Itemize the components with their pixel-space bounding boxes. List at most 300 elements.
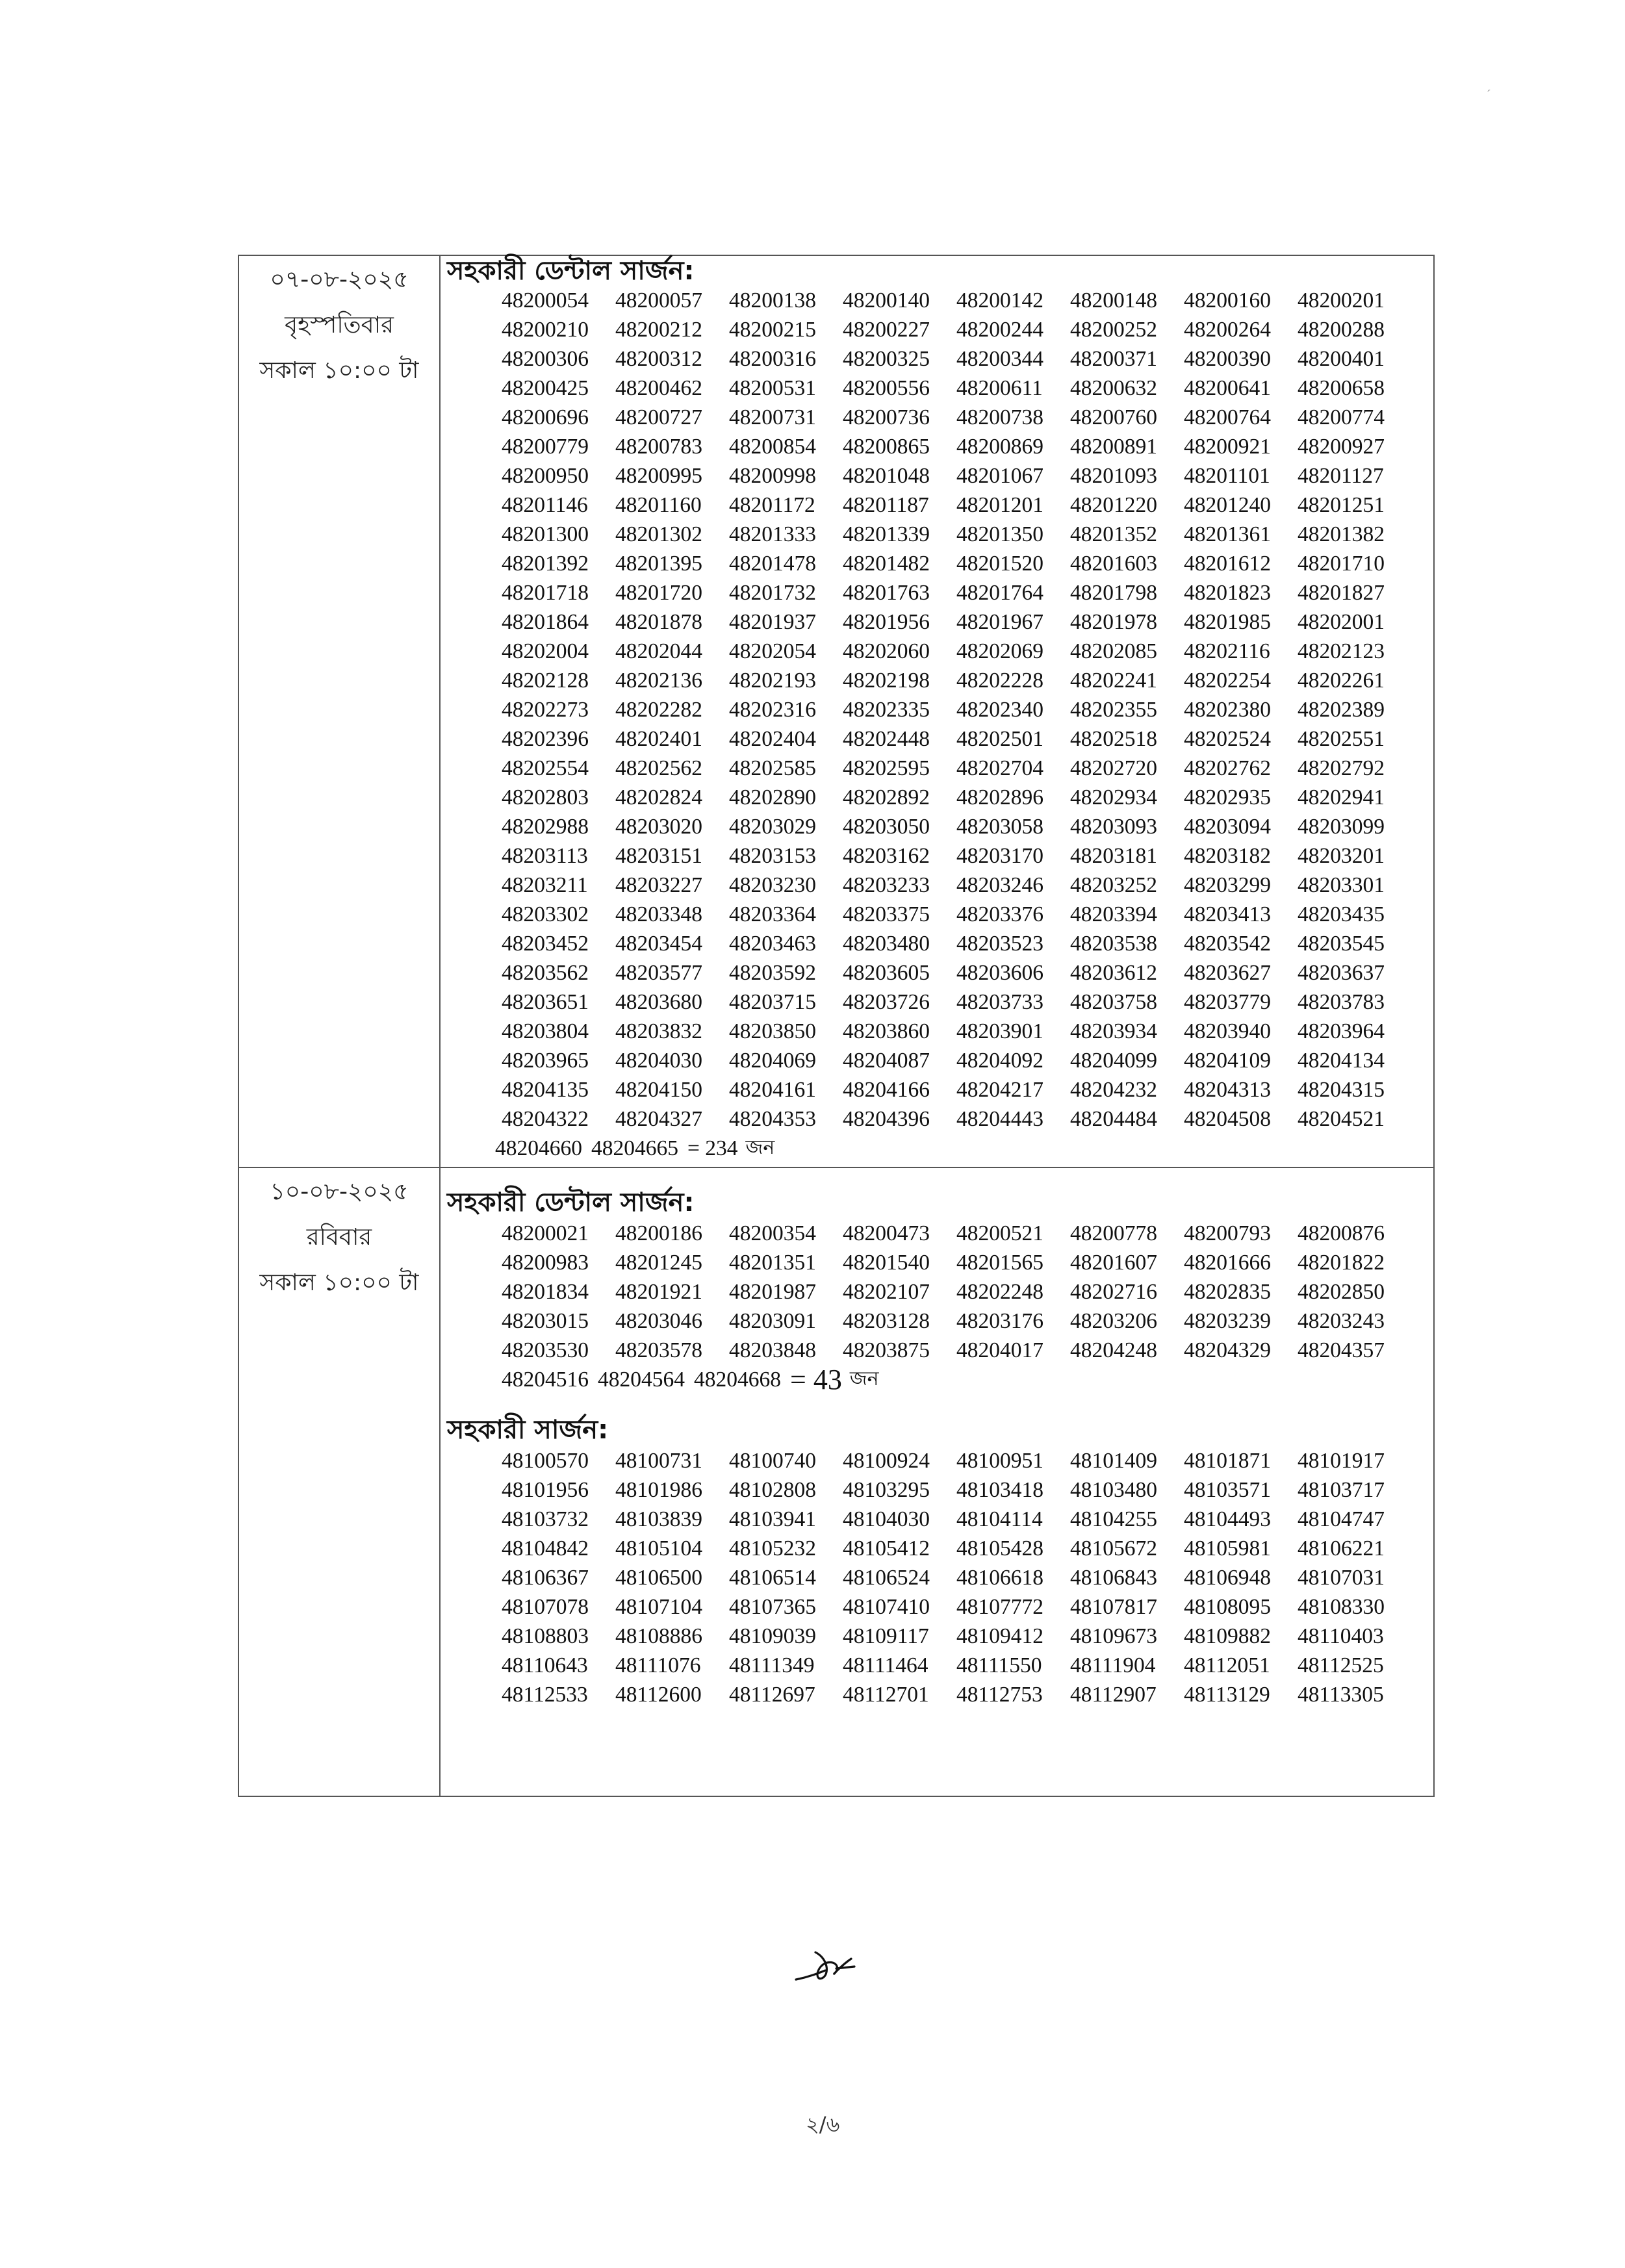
roll-number: 48202896 bbox=[956, 785, 1043, 809]
roll-number: 48200306 bbox=[502, 346, 589, 371]
roll-number: 48202792 bbox=[1298, 756, 1385, 780]
roll-number: 48110403 bbox=[1298, 1624, 1384, 1648]
roll-number: 48203934 bbox=[1070, 1019, 1157, 1043]
roll-number: 48202892 bbox=[843, 785, 930, 809]
roll-number: 48202128 bbox=[502, 668, 589, 693]
roll-number: 48203901 bbox=[956, 1019, 1043, 1043]
roll-number: 48204329 bbox=[1184, 1338, 1271, 1362]
roll-number: 48203246 bbox=[956, 873, 1043, 897]
roll-number: 48204232 bbox=[1070, 1077, 1157, 1102]
roll-number: 48203413 bbox=[1184, 902, 1271, 926]
roll-number: 48112600 bbox=[615, 1682, 702, 1707]
roll-number: 48113305 bbox=[1298, 1682, 1384, 1707]
roll-number: 48203239 bbox=[1184, 1308, 1271, 1333]
roll-number: 48203151 bbox=[615, 843, 702, 868]
roll-number: 48104842 bbox=[502, 1536, 589, 1561]
roll-number: 48101409 bbox=[1070, 1448, 1157, 1473]
roll-number: 48201718 bbox=[502, 580, 589, 605]
roll-number: 48202835 bbox=[1184, 1279, 1271, 1304]
roll-number: 48200201 bbox=[1298, 288, 1385, 312]
roll-number: 48203875 bbox=[843, 1338, 930, 1362]
roll-number: 48201732 bbox=[729, 580, 816, 605]
roll-number: 48200891 bbox=[1070, 434, 1157, 459]
roll-number: 48112701 bbox=[843, 1682, 929, 1707]
roll-number: 48200641 bbox=[1184, 376, 1271, 400]
roll-number: 48201666 bbox=[1184, 1250, 1271, 1275]
roll-number: 48200764 bbox=[1184, 405, 1271, 429]
roll-number: 48203832 bbox=[615, 1019, 702, 1043]
roll-number: 48204099 bbox=[1070, 1048, 1157, 1073]
roll-number: 48105412 bbox=[843, 1536, 930, 1561]
roll-row bbox=[502, 1446, 1433, 1475]
roll-row bbox=[502, 1534, 1433, 1563]
exam-time: সকাল ১০:০০ টা bbox=[259, 357, 419, 384]
roll-number: 48203302 bbox=[502, 902, 589, 926]
roll-number: 48200215 bbox=[729, 317, 816, 342]
roll-number-grid bbox=[443, 1446, 1433, 1709]
roll-number: 48106843 bbox=[1070, 1565, 1157, 1590]
roll-number: 48200425 bbox=[502, 376, 589, 400]
roll-number: 48103418 bbox=[956, 1477, 1043, 1502]
exam-date: ০৭-০৮-২০২৫ bbox=[270, 266, 409, 293]
roll-number: 48203860 bbox=[843, 1019, 930, 1043]
roll-number: 48202448 bbox=[843, 726, 930, 751]
roll-number: 48200186 bbox=[615, 1221, 702, 1245]
roll-number: 48203605 bbox=[843, 960, 930, 985]
roll-number: 48106500 bbox=[615, 1565, 702, 1590]
roll-number: 48200696 bbox=[502, 405, 589, 429]
roll-number: 48204521 bbox=[1298, 1106, 1385, 1131]
roll-number: 48203299 bbox=[1184, 873, 1271, 897]
roll-row bbox=[502, 520, 1433, 549]
roll-number: 48203093 bbox=[1070, 814, 1157, 839]
roll-row bbox=[502, 1306, 1433, 1336]
roll-number: 48203182 bbox=[1184, 843, 1271, 868]
roll-number: 48200401 bbox=[1298, 346, 1385, 371]
roll-number: 48105232 bbox=[729, 1536, 816, 1561]
roll-number: 48107817 bbox=[1070, 1594, 1157, 1619]
roll-number: 48203545 bbox=[1298, 931, 1385, 956]
roll-row bbox=[502, 1592, 1433, 1622]
roll-row bbox=[502, 1505, 1433, 1534]
exam-time: সকাল ১০:০০ টা bbox=[259, 1269, 419, 1296]
roll-row bbox=[502, 1475, 1433, 1505]
roll-number: 48200793 bbox=[1184, 1221, 1271, 1245]
roll-number: 48201127 bbox=[1298, 463, 1384, 488]
roll-number: 48204327 bbox=[615, 1106, 702, 1131]
roll-number: 48203162 bbox=[843, 843, 930, 868]
roll-number: 48203680 bbox=[615, 989, 702, 1014]
roll-number: 48104255 bbox=[1070, 1507, 1157, 1531]
roll-number: 48203435 bbox=[1298, 902, 1385, 926]
roll-number: 48202282 bbox=[615, 697, 702, 722]
roll-number: 48200312 bbox=[615, 346, 702, 371]
roll-number: 48202934 bbox=[1070, 785, 1157, 809]
roll-number: 48106524 bbox=[843, 1565, 930, 1590]
roll-number: 48204134 bbox=[1298, 1048, 1385, 1073]
roll-number: 48203094 bbox=[1184, 814, 1271, 839]
roll-number: 48203170 bbox=[956, 843, 1043, 868]
schedule-section bbox=[239, 256, 1433, 1168]
roll-number: 48201520 bbox=[956, 551, 1043, 576]
roll-number: 48201985 bbox=[1184, 609, 1271, 634]
roll-number: 48201482 bbox=[843, 551, 930, 576]
roll-row bbox=[502, 374, 1433, 403]
roll-number: 48202335 bbox=[843, 697, 930, 722]
roll-number: 48200950 bbox=[502, 463, 589, 488]
roll-number: 48202890 bbox=[729, 785, 816, 809]
roll-number: 48200876 bbox=[1298, 1221, 1385, 1245]
roll-number: 48109673 bbox=[1070, 1624, 1157, 1648]
roll-number: 48203206 bbox=[1070, 1308, 1157, 1333]
roll-number: 48202198 bbox=[843, 668, 930, 693]
group-heading: সহকারী ডেন্টাল সার্জন: bbox=[447, 1188, 695, 1217]
roll-number: 48202762 bbox=[1184, 756, 1271, 780]
roll-row bbox=[502, 607, 1433, 637]
roll-number: 48202380 bbox=[1184, 697, 1271, 722]
roll-number: 48203804 bbox=[502, 1019, 589, 1043]
roll-number: 48200054 bbox=[502, 288, 589, 312]
roll-number: 48111904 bbox=[1070, 1653, 1156, 1677]
roll-number: 48201478 bbox=[729, 551, 816, 576]
roll-number: 48112753 bbox=[956, 1682, 1043, 1707]
roll-number: 48201834 bbox=[502, 1279, 589, 1304]
roll-number: 48204135 bbox=[502, 1077, 589, 1102]
roll-number: 48202824 bbox=[615, 785, 702, 809]
roll-number: 48204665 bbox=[591, 1136, 678, 1160]
roll-number: 48204508 bbox=[1184, 1106, 1271, 1131]
roll-number: 48105672 bbox=[1070, 1536, 1157, 1561]
roll-number: 48204248 bbox=[1070, 1338, 1157, 1362]
roll-number: 48200140 bbox=[843, 288, 930, 312]
roll-number: 48203376 bbox=[956, 902, 1043, 926]
roll-number: 48203965 bbox=[502, 1048, 589, 1073]
roll-row bbox=[502, 1046, 1433, 1075]
roll-number: 48201351 bbox=[729, 1250, 816, 1275]
roll-number: 48203538 bbox=[1070, 931, 1157, 956]
roll-number: 48200148 bbox=[1070, 288, 1157, 312]
roll-number: 48110643 bbox=[502, 1653, 588, 1677]
roll-number: 48203733 bbox=[956, 989, 1043, 1014]
roll-number: 48201333 bbox=[729, 522, 816, 546]
roll-number: 48201339 bbox=[843, 522, 930, 546]
page-number: ২/৬ bbox=[806, 2112, 840, 2137]
roll-number: 48202524 bbox=[1184, 726, 1271, 751]
roll-number: 48201607 bbox=[1070, 1250, 1157, 1275]
roll-number: 48200731 bbox=[729, 405, 816, 429]
date-column bbox=[239, 1168, 441, 1796]
roll-number: 48202355 bbox=[1070, 697, 1157, 722]
roll-number: 48111076 bbox=[615, 1653, 701, 1677]
roll-number: 48203480 bbox=[843, 931, 930, 956]
roll-row bbox=[502, 1075, 1433, 1104]
roll-number: 48202389 bbox=[1298, 697, 1385, 722]
roll-number: 48203940 bbox=[1184, 1019, 1271, 1043]
roll-number: 48201921 bbox=[615, 1279, 702, 1304]
roll-number: 48201048 bbox=[843, 463, 930, 488]
roll-number: 48204443 bbox=[956, 1106, 1043, 1131]
roll-number: 48202518 bbox=[1070, 726, 1157, 751]
roll-number: 48108803 bbox=[502, 1624, 589, 1648]
roll-row bbox=[502, 783, 1433, 812]
roll-number: 48203099 bbox=[1298, 814, 1385, 839]
roll-number: 48203227 bbox=[615, 873, 702, 897]
roll-row bbox=[502, 491, 1433, 520]
roll-number: 48204069 bbox=[729, 1048, 816, 1073]
roll-row bbox=[502, 841, 1433, 871]
roll-number-grid bbox=[443, 1219, 1433, 1365]
roll-number: 48203463 bbox=[729, 931, 816, 956]
roll-number: 48201763 bbox=[843, 580, 930, 605]
roll-number: 48204109 bbox=[1184, 1048, 1271, 1073]
roll-number: 48107772 bbox=[956, 1594, 1043, 1619]
roll-number: 48113129 bbox=[1184, 1682, 1270, 1707]
roll-number: 48202228 bbox=[956, 668, 1043, 693]
roll-row bbox=[502, 929, 1433, 958]
roll-number: 48201172 bbox=[729, 492, 815, 517]
roll-row bbox=[502, 315, 1433, 344]
roll-number: 48203394 bbox=[1070, 902, 1157, 926]
roll-number: 48204353 bbox=[729, 1106, 816, 1131]
roll-number: 48200288 bbox=[1298, 317, 1385, 342]
roll-number: 48202241 bbox=[1070, 668, 1157, 693]
roll-number: 48201160 bbox=[615, 492, 702, 517]
roll-number: 48201392 bbox=[502, 551, 589, 576]
roll-number: 48201352 bbox=[1070, 522, 1157, 546]
roll-number: 48112051 bbox=[1184, 1653, 1270, 1677]
roll-number: 48102808 bbox=[729, 1477, 816, 1502]
roll-number: 48202585 bbox=[729, 756, 816, 780]
roll-number: 48200774 bbox=[1298, 405, 1385, 429]
roll-row bbox=[502, 403, 1433, 432]
roll-number: 48202401 bbox=[615, 726, 702, 751]
roll-number: 48200227 bbox=[843, 317, 930, 342]
roll-number: 48103732 bbox=[502, 1507, 589, 1531]
schedule-table bbox=[238, 255, 1435, 1797]
roll-number: 48203651 bbox=[502, 989, 589, 1014]
roll-number: 48200995 bbox=[615, 463, 702, 488]
roll-row bbox=[502, 549, 1433, 578]
roll-number: 48203779 bbox=[1184, 989, 1271, 1014]
roll-number: 48201798 bbox=[1070, 580, 1157, 605]
roll-number: 48201710 bbox=[1298, 551, 1385, 576]
roll-number: 48105981 bbox=[1184, 1536, 1271, 1561]
candidate-total: = 234 bbox=[687, 1136, 738, 1160]
roll-number: 48202803 bbox=[502, 785, 589, 809]
roll-number: 48203301 bbox=[1298, 873, 1385, 897]
roll-number: 48105428 bbox=[956, 1536, 1043, 1561]
roll-number: 48201823 bbox=[1184, 580, 1271, 605]
roll-number: 48204313 bbox=[1184, 1077, 1271, 1102]
roll-number: 48202273 bbox=[502, 697, 589, 722]
candidate-total: = 43 bbox=[790, 1364, 842, 1395]
group-heading: সহকারী সার্জন: bbox=[447, 1415, 609, 1445]
roll-row bbox=[502, 1017, 1433, 1046]
roll-row bbox=[502, 724, 1433, 754]
roll-number: 48201201 bbox=[956, 492, 1043, 517]
roll-number: 48203577 bbox=[615, 960, 702, 985]
roll-number: 48201302 bbox=[615, 522, 702, 546]
roll-row bbox=[502, 1219, 1433, 1248]
roll-number: 48204396 bbox=[843, 1106, 930, 1131]
roll-number: 48104114 bbox=[956, 1507, 1043, 1531]
roll-number: 48201067 bbox=[956, 463, 1043, 488]
roll-number: 48202340 bbox=[956, 697, 1043, 722]
roll-number: 48203606 bbox=[956, 960, 1043, 985]
roll-number: 48103717 bbox=[1298, 1477, 1385, 1502]
roll-number: 48109117 bbox=[843, 1624, 929, 1648]
roll-number: 48201300 bbox=[502, 522, 589, 546]
roll-number: 48100731 bbox=[615, 1448, 702, 1473]
roll-number: 48203091 bbox=[729, 1308, 816, 1333]
roll-number: 48201245 bbox=[615, 1250, 702, 1275]
roll-row bbox=[502, 1563, 1433, 1592]
roll-row bbox=[502, 1680, 1433, 1709]
roll-number: 48201720 bbox=[615, 580, 702, 605]
roll-number: 48203050 bbox=[843, 814, 930, 839]
roll-number: 48204516 bbox=[502, 1367, 589, 1392]
roll-number: 48203452 bbox=[502, 931, 589, 956]
roll-number: 48203592 bbox=[729, 960, 816, 985]
roll-number: 48200252 bbox=[1070, 317, 1157, 342]
total-unit: জন bbox=[745, 1136, 775, 1159]
roll-number: 48100740 bbox=[729, 1448, 816, 1473]
roll-row-total bbox=[443, 1365, 1433, 1394]
roll-number: 48200210 bbox=[502, 317, 589, 342]
roll-number: 48203715 bbox=[729, 989, 816, 1014]
roll-number: 48201187 bbox=[843, 492, 929, 517]
roll-number: 48200783 bbox=[615, 434, 702, 459]
roll-number: 48203375 bbox=[843, 902, 930, 926]
roll-number: 48101871 bbox=[1184, 1448, 1271, 1473]
roll-number: 48200778 bbox=[1070, 1221, 1157, 1245]
roll-number: 48200057 bbox=[615, 288, 702, 312]
roll-number: 48103571 bbox=[1184, 1477, 1271, 1502]
roll-row bbox=[502, 871, 1433, 900]
roll-number: 48100951 bbox=[956, 1448, 1043, 1473]
roll-number: 48200244 bbox=[956, 317, 1043, 342]
roll-number: 48201978 bbox=[1070, 609, 1157, 634]
roll-number: 48111550 bbox=[956, 1653, 1042, 1677]
roll-number: 48200921 bbox=[1184, 434, 1271, 459]
roll-number: 48202941 bbox=[1298, 785, 1385, 809]
roll-number: 48202085 bbox=[1070, 639, 1157, 663]
roll-row bbox=[502, 958, 1433, 987]
roll-row bbox=[502, 286, 1433, 315]
roll-number: 48111349 bbox=[729, 1653, 815, 1677]
roll-number: 48200658 bbox=[1298, 376, 1385, 400]
roll-number: 48200738 bbox=[956, 405, 1043, 429]
roll-number: 48202248 bbox=[956, 1279, 1043, 1304]
roll-number: 48202551 bbox=[1298, 726, 1385, 751]
roll-row bbox=[502, 432, 1433, 461]
roll-row bbox=[502, 1651, 1433, 1680]
roll-number: 48203562 bbox=[502, 960, 589, 985]
roll-number: 48200473 bbox=[843, 1221, 930, 1245]
roll-number: 48106221 bbox=[1298, 1536, 1385, 1561]
roll-number: 48203542 bbox=[1184, 931, 1271, 956]
roll-number: 48200138 bbox=[729, 288, 816, 312]
roll-number: 48200869 bbox=[956, 434, 1043, 459]
roll-number: 48201878 bbox=[615, 609, 702, 634]
total-unit: জন bbox=[849, 1368, 879, 1390]
roll-number: 48202316 bbox=[729, 697, 816, 722]
roll-number: 48204017 bbox=[956, 1338, 1043, 1362]
roll-row bbox=[502, 1248, 1433, 1277]
roll-number: 48109882 bbox=[1184, 1624, 1271, 1648]
roll-number: 48104493 bbox=[1184, 1507, 1271, 1531]
roll-number: 48202001 bbox=[1298, 609, 1385, 634]
roll-number: 48202850 bbox=[1298, 1279, 1385, 1304]
roll-number: 48200354 bbox=[729, 1221, 816, 1245]
roll-number: 48200325 bbox=[843, 346, 930, 371]
roll-number: 48200727 bbox=[615, 405, 702, 429]
roll-number: 48204315 bbox=[1298, 1077, 1385, 1102]
roll-row bbox=[502, 900, 1433, 929]
roll-number: 48200462 bbox=[615, 376, 702, 400]
roll-number: 48202988 bbox=[502, 814, 589, 839]
exam-date: ১০-০৮-২০২৫ bbox=[270, 1179, 409, 1205]
roll-number: 48200854 bbox=[729, 434, 816, 459]
roll-number: 48201937 bbox=[729, 609, 816, 634]
roll-number: 48112525 bbox=[1298, 1653, 1384, 1677]
roll-number: 48201540 bbox=[843, 1250, 930, 1275]
roll-number: 48107104 bbox=[615, 1594, 702, 1619]
roll-row bbox=[502, 812, 1433, 841]
roll-number: 48202107 bbox=[843, 1279, 930, 1304]
roll-number: 48201822 bbox=[1298, 1250, 1385, 1275]
roll-number: 48101917 bbox=[1298, 1448, 1385, 1473]
roll-row bbox=[502, 578, 1433, 607]
exam-day: বৃহস্পতিবার bbox=[285, 312, 394, 338]
roll-number: 48203850 bbox=[729, 1019, 816, 1043]
roll-number: 48203233 bbox=[843, 873, 930, 897]
roll-number: 48200264 bbox=[1184, 317, 1271, 342]
roll-number: 48200212 bbox=[615, 317, 702, 342]
roll-number: 48202044 bbox=[615, 639, 702, 663]
roll-number: 48202935 bbox=[1184, 785, 1271, 809]
roll-number: 48200998 bbox=[729, 463, 816, 488]
roll-number: 48203176 bbox=[956, 1308, 1043, 1333]
roll-number: 48203252 bbox=[1070, 873, 1157, 897]
roll-number: 48203523 bbox=[956, 931, 1043, 956]
roll-number: 48204668 bbox=[694, 1367, 781, 1392]
roll-number: 48201093 bbox=[1070, 463, 1157, 488]
roll-number: 48204161 bbox=[729, 1077, 816, 1102]
roll-number: 48201864 bbox=[502, 609, 589, 634]
roll-number: 48203243 bbox=[1298, 1308, 1385, 1333]
roll-number: 48203758 bbox=[1070, 989, 1157, 1014]
roll-number: 48203201 bbox=[1298, 843, 1385, 868]
roll-row bbox=[502, 754, 1433, 783]
roll-number: 48201603 bbox=[1070, 551, 1157, 576]
roll-number: 48203848 bbox=[729, 1338, 816, 1362]
roll-number: 48203530 bbox=[502, 1338, 589, 1362]
roll-row bbox=[502, 695, 1433, 724]
roll-number: 48201612 bbox=[1184, 551, 1271, 576]
roll-number: 48201350 bbox=[956, 522, 1043, 546]
roll-number: 48202261 bbox=[1298, 668, 1385, 693]
roll-row bbox=[502, 1104, 1433, 1134]
roll-number: 48202704 bbox=[956, 756, 1043, 780]
roll-number: 48107031 bbox=[1298, 1565, 1385, 1590]
roll-number: 48200736 bbox=[843, 405, 930, 429]
roll-number: 48104030 bbox=[843, 1507, 930, 1531]
roll-number: 48204030 bbox=[615, 1048, 702, 1073]
roll-number: 48201101 bbox=[1184, 463, 1270, 488]
roll-number: 48201220 bbox=[1070, 492, 1157, 517]
roll-number: 48202595 bbox=[843, 756, 930, 780]
